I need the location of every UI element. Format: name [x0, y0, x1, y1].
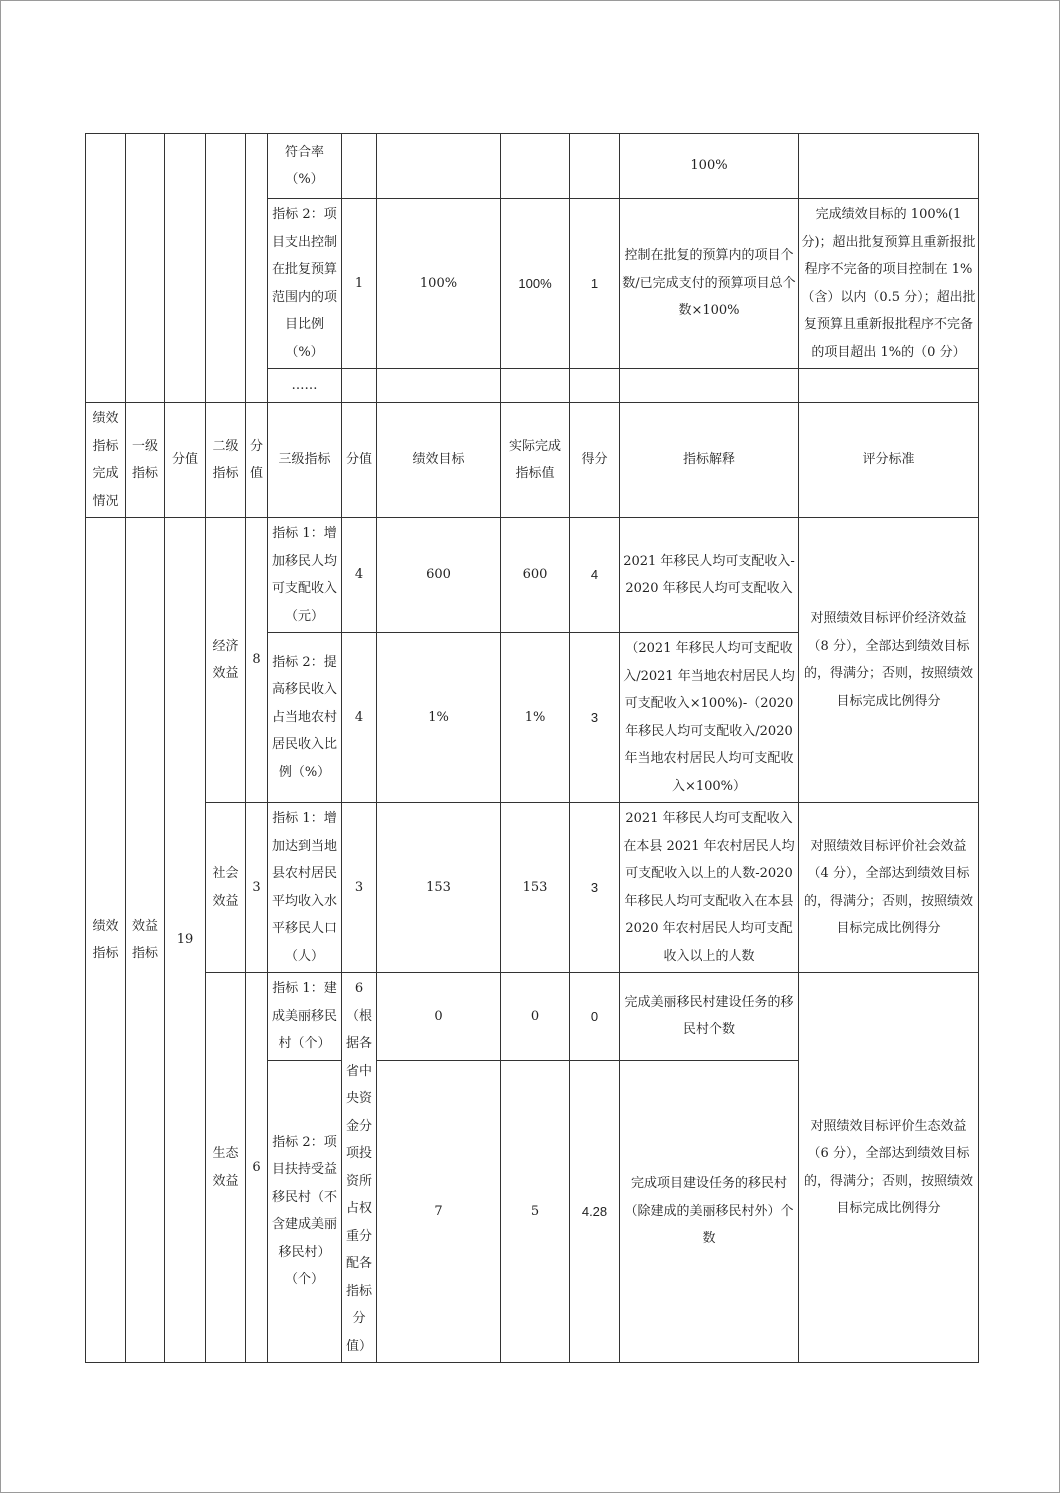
explanation-cell: 控制在批复的预算内的项目个数/已完成支付的预算项目总个数×100%	[620, 199, 799, 369]
table-row	[86, 973, 979, 1061]
table-row	[86, 803, 979, 973]
empty-cell	[501, 134, 570, 199]
level1-cell: 效益指标	[126, 518, 165, 1363]
level2-score-cell: 8	[246, 518, 268, 803]
score-cell: 4.28	[570, 1060, 620, 1363]
indicator-cell: 符合率（%）	[268, 134, 342, 199]
indicator-cell: 指标 2：提高移民收入占当地农村居民收入比例（%）	[268, 633, 342, 803]
target-cell: 7	[377, 1060, 501, 1363]
header-cell: 三级指标	[268, 403, 342, 518]
header-cell: 分值	[246, 403, 268, 518]
explanation-cell: （2021 年移民人均可支配收入/2021 年当地农村居民人均可支配收入×100%)-（2020 年移民人均可支配收入/2020 年当地农村居民人均可支配收入×100%）	[620, 633, 799, 803]
explanation-cell: 完成美丽移民村建设任务的移民村个数	[620, 973, 799, 1061]
empty-cell	[377, 369, 501, 403]
standard-cell: 对照绩效目标评价社会效益（4 分），全部达到绩效目标的，得满分；否则，按照绩效目标完成比例得分	[799, 803, 979, 973]
table-row	[86, 518, 979, 633]
empty-cell	[126, 134, 165, 403]
level2-cell: 经济效益	[206, 518, 246, 803]
weight-cell: 4	[342, 518, 377, 633]
score-cell: 1	[570, 199, 620, 369]
actual-cell: 5	[501, 1060, 570, 1363]
actual-cell: 600	[501, 518, 570, 633]
empty-cell	[342, 134, 377, 199]
empty-cell	[86, 134, 126, 403]
level1-score-cell: 19	[165, 518, 206, 1363]
score-cell: 3	[570, 633, 620, 803]
header-cell: 实际完成指标值	[501, 403, 570, 518]
empty-cell	[342, 369, 377, 403]
weight-cell: 1	[342, 199, 377, 369]
target-cell: 1%	[377, 633, 501, 803]
indicator-cell: 指标 2：项目支出控制在批复预算范围内的项目比例（%）	[268, 199, 342, 369]
standard-cell: 对照绩效目标评价经济效益（8 分），全部达到绩效目标的，得满分；否则，按照绩效目标完成比例得分	[799, 518, 979, 803]
level2-score-cell: 3	[246, 803, 268, 973]
empty-cell	[799, 369, 979, 403]
score-cell: 3	[570, 803, 620, 973]
header-cell: 绩效指标完成情况	[86, 403, 126, 518]
target-cell: 0	[377, 973, 501, 1061]
target-cell: 153	[377, 803, 501, 973]
performance-table	[85, 133, 979, 1363]
score-cell: 0	[570, 973, 620, 1061]
actual-cell: 100%	[501, 199, 570, 369]
weight-cell: 4	[342, 633, 377, 803]
table-header-row	[86, 403, 979, 518]
indicator-cell: ……	[268, 369, 342, 403]
actual-cell: 1%	[501, 633, 570, 803]
empty-cell	[165, 134, 206, 403]
indicator-cell: 指标 1：建成美丽移民村（个）	[268, 973, 342, 1061]
header-cell: 二级指标	[206, 403, 246, 518]
header-cell: 分值	[342, 403, 377, 518]
header-cell: 分值	[165, 403, 206, 518]
explanation-cell: 完成项目建设任务的移民村（除建成的美丽移民村外）个数	[620, 1060, 799, 1363]
table-row	[86, 134, 979, 199]
empty-cell	[377, 134, 501, 199]
explanation-cell: 2021 年移民人均可支配收入在本县 2021 年农村居民人均可支配收入以上的人数-2020 年移民人均可支配收入在本县 2020 年农村居民人均可支配收入以上的人数	[620, 803, 799, 973]
target-cell: 100%	[377, 199, 501, 369]
weight-cell: 3	[342, 803, 377, 973]
empty-cell	[620, 369, 799, 403]
empty-cell	[570, 369, 620, 403]
empty-cell	[570, 134, 620, 199]
level2-cell: 社会效益	[206, 803, 246, 973]
header-cell: 指标解释	[620, 403, 799, 518]
empty-cell	[501, 369, 570, 403]
header-cell: 一级指标	[126, 403, 165, 518]
explanation-cell: 2021 年移民人均可支配收入-2020 年移民人均可支配收入	[620, 518, 799, 633]
explanation-cell: 100%	[620, 134, 799, 199]
score-cell: 4	[570, 518, 620, 633]
header-cell: 评分标准	[799, 403, 979, 518]
indicator-cell: 指标 1：增加移民人均可支配收入（元）	[268, 518, 342, 633]
standard-cell: 完成绩效目标的 100%(1 分)；超出批复预算且重新报批程序不完备的项目控制在 1%（含）以内（0.5 分）；超出批复预算且重新报批程序不完备的项目超出 1%的（0 分）	[799, 199, 979, 369]
level0-cell: 绩效指标	[86, 518, 126, 1363]
standard-cell: 对照绩效目标评价生态效益（6 分），全部达到绩效目标的，得满分；否则，按照绩效目标完成比例得分	[799, 973, 979, 1363]
indicator-cell: 指标 2：项目扶持受益移民村（不含建成美丽移民村）（个）	[268, 1060, 342, 1363]
header-cell: 得分	[570, 403, 620, 518]
level2-score-cell: 6	[246, 973, 268, 1363]
weight-note-cell: 6（根据各省中央资金分项投资所占权重分配各指标分值）	[342, 973, 377, 1363]
actual-cell: 153	[501, 803, 570, 973]
level2-cell: 生态效益	[206, 973, 246, 1363]
indicator-cell: 指标 1：增加达到当地县农村居民平均收入水平移民人口（人）	[268, 803, 342, 973]
empty-cell	[799, 134, 979, 199]
actual-cell: 0	[501, 973, 570, 1061]
empty-cell	[246, 134, 268, 403]
header-cell: 绩效目标	[377, 403, 501, 518]
empty-cell	[206, 134, 246, 403]
target-cell: 600	[377, 518, 501, 633]
